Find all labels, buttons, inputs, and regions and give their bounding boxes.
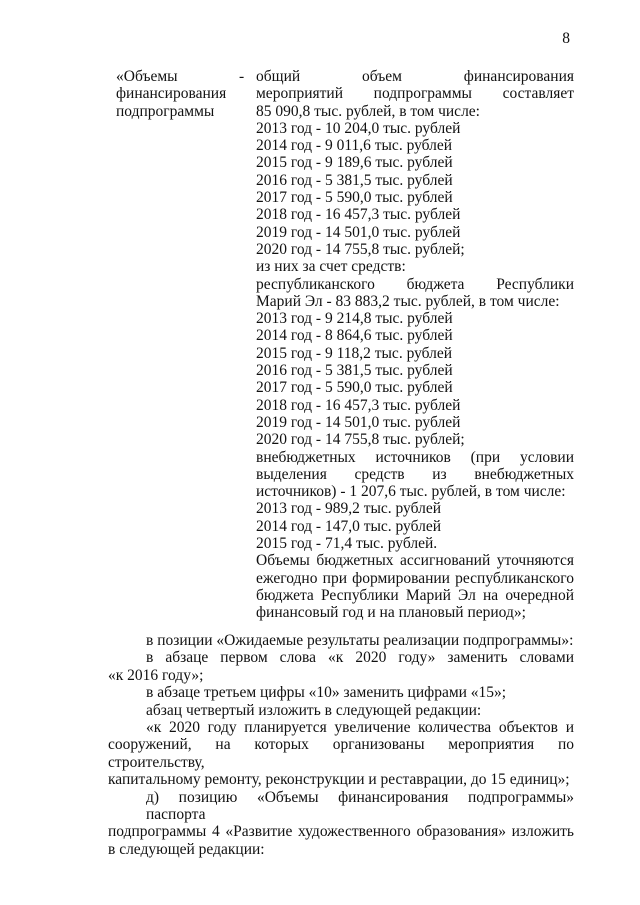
passport-content-line: 2016 год - 5 381,5 тыс. рублей [256,171,453,189]
passport-content-line: финансовый год и на плановый период»; [256,604,526,622]
passport-content-line: внебюджетных источников (при условии [256,448,574,466]
paragraph-line: в позиции «Ожидаемые результаты реализации подпрограммы»: [146,632,574,649]
passport-content-line: ежегодно при формировании республиканского [256,569,574,587]
passport-label-line: «Объемы [116,68,178,85]
paragraph-line: д) позицию «Объемы финансирования подпрограммы» паспорта [146,788,574,824]
passport-content-line: выделения средств из внебюджетных [256,465,574,483]
passport-content-line: 2017 год - 5 590,0 тыс. рублей [256,189,453,207]
passport-label-line: финансирования [116,85,227,103]
passport-content-line: Объемы бюджетных ассигнований уточняются [256,552,574,570]
passport-content-line: 2018 год - 16 457,3 тыс. рублей [256,206,461,224]
passport-content-line: 2020 год - 14 755,8 тыс. рублей; [256,240,465,258]
passport-dash: - [239,68,245,85]
passport-content-line: 85 090,8 тыс. рублей, в том числе: [256,102,480,120]
passport-content-line: 2014 год - 8 864,6 тыс. рублей [256,327,453,345]
passport-content-line: 2015 год - 9 118,2 тыс. рублей [256,344,453,362]
passport-content-line: 2017 год - 5 590,0 тыс. рублей [256,379,453,397]
amendment-text [108,632,574,858]
passport-label [116,68,246,120]
paragraph-line: подпрограммы 4 «Развитие художественного образования» изложить [108,823,574,841]
passport-content [256,68,574,622]
passport-content-line: 2013 год - 9 214,8 тыс. рублей [256,310,453,328]
passport-content-line: бюджета Республики Марий Эл на очередной [256,586,574,604]
passport-content-line: 2015 год - 9 189,6 тыс. рублей [256,154,453,172]
passport-content-line: 2013 год - 989,2 тыс. рублей [256,500,442,518]
passport-content-line: из них за счет средств: [256,258,406,276]
passport-content-line: 2013 год - 10 204,0 тыс. рублей [256,119,461,137]
passport-content-line: 2019 год - 14 501,0 тыс. рублей [256,223,461,241]
passport-content-line: 2014 год - 9 011,6 тыс. рублей [256,137,453,155]
passport-content-line: 2016 год - 5 381,5 тыс. рублей [256,362,453,380]
paragraph-line: сооружений, на которых организованы мероприятия по строительству, [108,736,574,771]
passport-content-line: мероприятий подпрограммы составляет [256,85,574,103]
passport-content-line: общий объем финансирования [256,68,574,85]
paragraph-line: «к 2020 году планируется увеличение количества объектов и [146,719,574,737]
passport-content-line: Марий Эл - 83 883,2 тыс. рублей, в том числе: [256,292,560,310]
paragraph-line: в абзаце первом слова «к 2020 году» заменить словами [146,649,574,667]
paragraph-line: в абзаце третьем цифры «10» заменить цифрами «15»; [146,684,507,702]
paragraph-line: капитальному ремонту, реконструкции и реставрации, до 15 единиц»; [108,771,570,789]
passport-label-line: подпрограммы [116,102,215,120]
passport-content-line: 2019 год - 14 501,0 тыс. рублей [256,413,461,431]
paragraph-line: «к 2016 году»; [108,666,204,684]
paragraph-line: абзац четвертый изложить в следующей редакции: [146,701,482,719]
passport-content-line: 2014 год - 147,0 тыс. рублей [256,517,442,535]
passport-content-line: источников) - 1 207,6 тыс. рублей, в том числе: [256,483,566,501]
paragraph-line: в следующей редакции: [108,840,265,858]
passport-content-line: 2015 год - 71,4 тыс. рублей. [256,535,438,553]
passport-content-line: 2018 год - 16 457,3 тыс. рублей [256,396,461,414]
page-number: 8 [562,30,570,47]
passport-content-line: республиканского бюджета Республики [256,275,574,293]
passport-content-line: 2020 год - 14 755,8 тыс. рублей; [256,431,465,449]
